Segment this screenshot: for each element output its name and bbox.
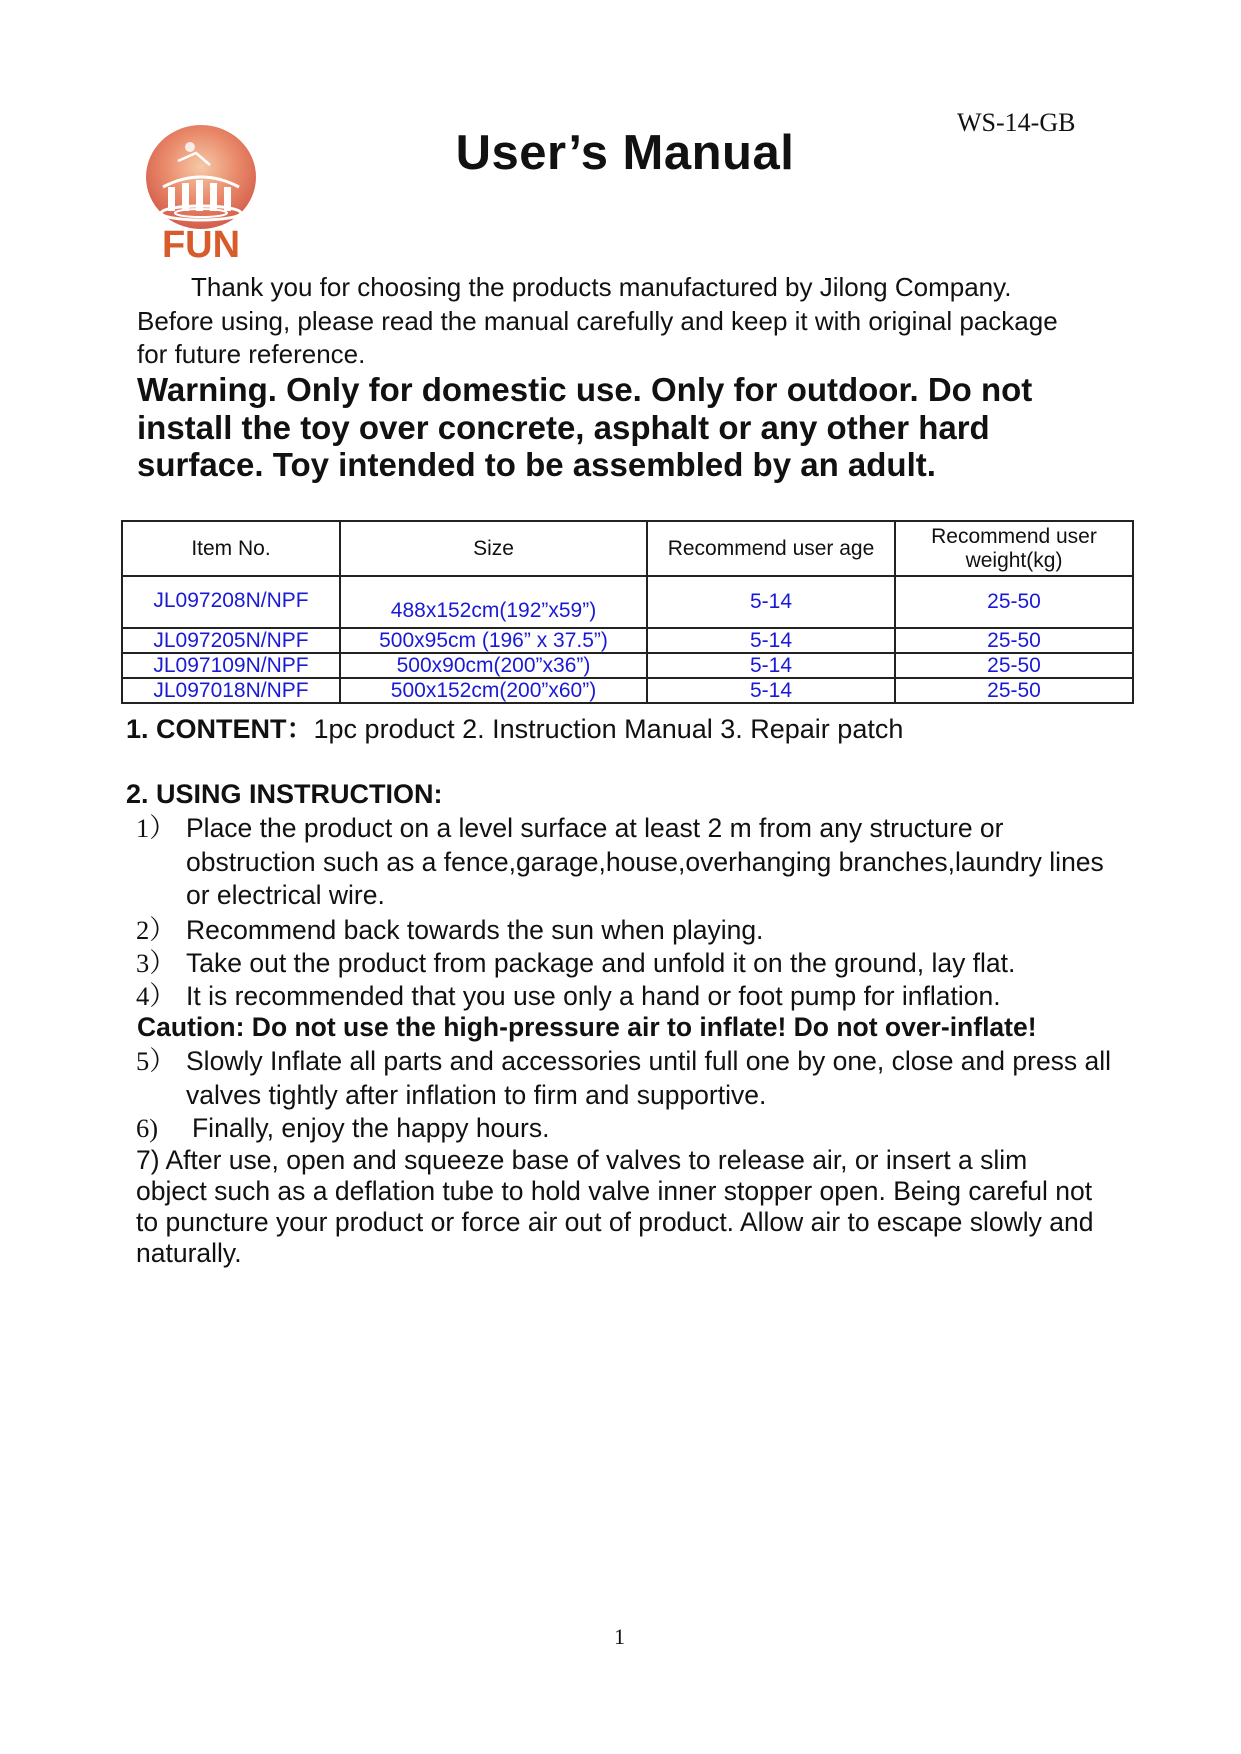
table-cell: 5-14 <box>647 628 895 653</box>
content-label: 1. CONTENT： <box>126 714 314 744</box>
intro-line: Before using, please read the manual carefully and keep it with original package <box>137 305 1058 336</box>
instruction-step <box>136 980 1126 1014</box>
table-row <box>122 576 1133 628</box>
table-cell: 25-50 <box>895 576 1133 628</box>
table-cell: JL097205N/NPF <box>122 628 340 653</box>
warning-line: surface. Toy intended to be assembled by an adult. <box>137 446 936 483</box>
intro-line: for future reference. <box>137 339 366 369</box>
step-number: 6) <box>136 1113 159 1143</box>
warning-line: install the toy over concrete, asphalt or any other hard <box>137 408 990 446</box>
table-header-cell: Recommend user weight(kg) <box>895 521 1133 576</box>
table-row <box>122 653 1133 678</box>
step-text: Take out the product from package and unfold it on the ground, lay flat. <box>186 948 1016 978</box>
table-header-row <box>122 521 1133 576</box>
table-cell: 500x152cm(200”x60”) <box>340 678 647 703</box>
svg-text:FUN: FUN <box>161 224 241 265</box>
table-header-cell: Recommend user age <box>647 521 895 576</box>
table-cell: JL097208N/NPF <box>122 576 340 628</box>
step-number: 5） <box>136 1046 176 1076</box>
page-title: User’s Manual <box>455 126 795 180</box>
content-items: 1pc product 2. Instruction Manual 3. Repair patch <box>313 714 904 744</box>
table-cell: 488x152cm(192”x59”) <box>340 576 647 628</box>
table-cell: 25-50 <box>895 653 1133 678</box>
instruction-step-7: 7) After use, open and squeeze base of valves to release air, or insert a slim object such as a deflation tube to hold valve inner stopper open. Being careful not to puncture your product or force air out of product. Allow air to escape slowly and naturally. <box>136 1145 1094 1268</box>
document-code: WS-14-GB <box>957 108 1076 137</box>
instruction-step <box>136 947 1126 981</box>
instruction-step <box>136 914 1126 948</box>
content-line <box>126 707 903 746</box>
step-text: Place the product on a level surface at least 2 m from any structure or obstruction such as a fence,garage,house,overhanging branches,laundry lines or electrical wire. <box>186 813 1104 910</box>
table-cell: 500x95cm (196” x 37.5”) <box>340 628 647 653</box>
page-number: 1 <box>614 1624 625 1649</box>
table-cell: 25-50 <box>895 678 1133 703</box>
warning-line: Warning. Only for domestic use. Only for outdoor. Do not <box>137 371 1033 408</box>
instruction-step <box>136 1045 1126 1112</box>
table-cell: 5-14 <box>647 678 895 703</box>
table-cell: JL097018N/NPF <box>122 678 340 703</box>
caution-text: Caution: Do not use the high-pressure air to inflate! Do not over-inflate! <box>137 1012 1037 1042</box>
using-instruction-heading: 2. USING INSTRUCTION: <box>126 779 443 809</box>
table-row <box>122 678 1133 703</box>
step-number: 3） <box>136 948 176 978</box>
step-text: Recommend back towards the sun when playing. <box>186 915 764 945</box>
step-text: Slowly Inflate all parts and accessories until full one by one, close and press all valves tightly after inflation to firm and supportive. <box>186 1046 1112 1110</box>
instruction-step <box>136 812 1126 913</box>
step-number: 2） <box>136 915 176 945</box>
table-header-cell: Size <box>340 521 647 576</box>
intro-paragraph <box>137 271 1127 372</box>
fun-logo <box>138 125 264 265</box>
step-number: 4） <box>136 981 176 1011</box>
table-header-cell: Item No. <box>122 521 340 576</box>
table-row <box>122 628 1133 653</box>
table-cell: 25-50 <box>895 628 1133 653</box>
step-number: 1） <box>136 813 176 843</box>
product-spec-table <box>121 520 1134 704</box>
table-cell: 5-14 <box>647 653 895 678</box>
step-text: Finally, enjoy the happy hours. <box>192 1113 550 1143</box>
step-text: It is recommended that you use only a hand or foot pump for inflation. <box>186 981 1001 1011</box>
warning-text <box>137 371 1127 484</box>
table-cell: 500x90cm(200”x36”) <box>340 653 647 678</box>
table-cell: 5-14 <box>647 576 895 628</box>
table-cell: JL097109N/NPF <box>122 653 340 678</box>
instruction-step <box>136 1112 1126 1146</box>
intro-line: Thank you for choosing the products manufactured by Jilong Company. <box>191 272 1012 302</box>
